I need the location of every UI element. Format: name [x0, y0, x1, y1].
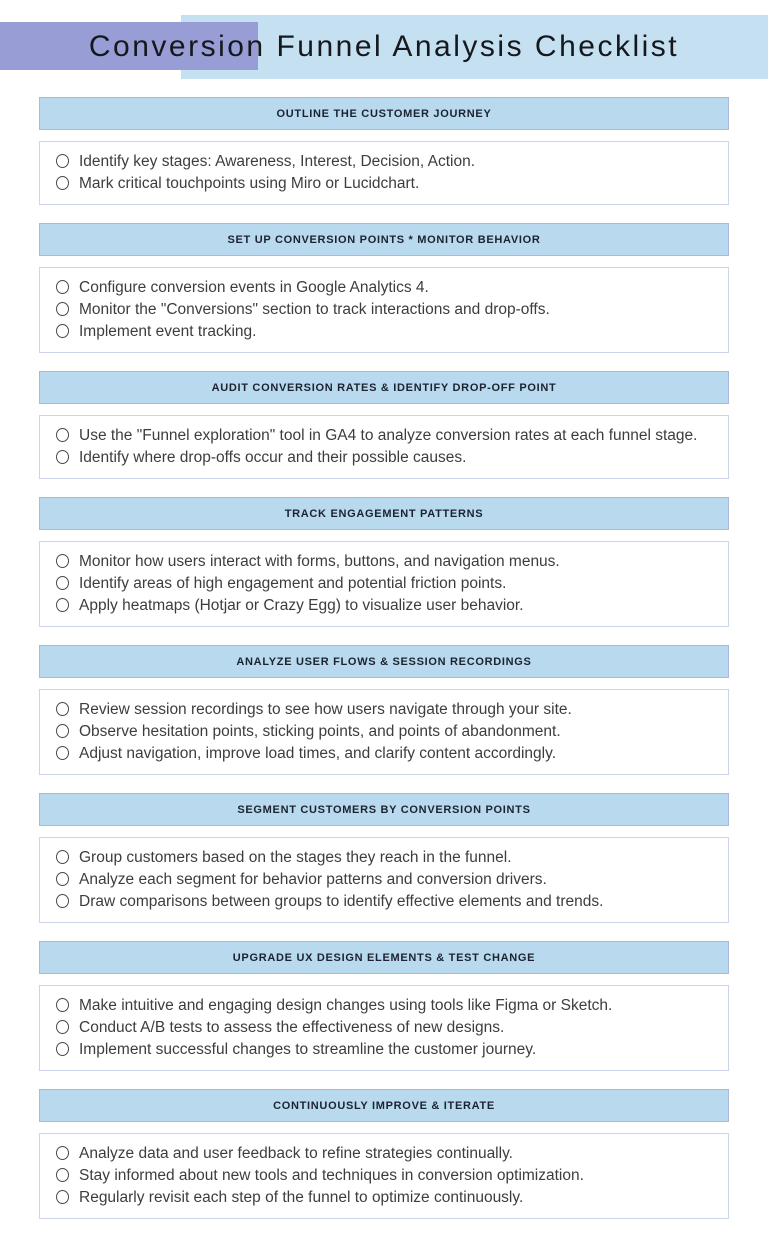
checklist-item-label: Use the "Funnel exploration" tool in GA4 to analyze conversion rates at each funnel stage. — [79, 427, 698, 444]
checkbox-circle-icon[interactable] — [56, 1146, 69, 1160]
checkbox-circle-icon[interactable] — [56, 554, 69, 568]
checklist-item — [56, 847, 710, 869]
checklist-item-label: Adjust navigation, improve load times, and clarify content accordingly. — [79, 745, 557, 762]
checkbox-circle-icon[interactable] — [56, 1168, 69, 1182]
section-header-label: ANALYZE USER FLOWS & SESSION RECORDINGS — [236, 655, 532, 668]
checklist-item — [56, 869, 710, 891]
checklist-item-label: Observe hesitation points, sticking points, and points of abandonment. — [79, 723, 561, 740]
section-items-box — [39, 689, 729, 775]
checklist-section — [39, 793, 729, 923]
checklist-item — [56, 995, 710, 1017]
section-items-box — [39, 837, 729, 923]
checklist-item-label: Group customers based on the stages they reach in the funnel. — [79, 849, 512, 866]
section-header — [39, 793, 729, 826]
title-banner — [0, 0, 768, 79]
checkbox-circle-icon[interactable] — [56, 324, 69, 338]
checkbox-circle-icon[interactable] — [56, 872, 69, 886]
checklist-item — [56, 699, 710, 721]
section-header — [39, 97, 729, 130]
checklist-item-label: Implement successful changes to streamline the customer journey. — [79, 1041, 537, 1058]
page-title: Conversion Funnel Analysis Checklist — [88, 30, 680, 63]
section-items-box — [39, 1133, 729, 1219]
checklist-item — [56, 425, 710, 447]
checklist-section — [39, 371, 729, 479]
section-header-label: UPGRADE UX DESIGN ELEMENTS & TEST CHANGE — [232, 951, 536, 964]
checkbox-circle-icon[interactable] — [56, 1042, 69, 1056]
checkbox-circle-icon[interactable] — [56, 1020, 69, 1034]
checkbox-circle-icon[interactable] — [56, 894, 69, 908]
checklist-section — [39, 497, 729, 627]
checklist-section — [39, 645, 729, 775]
section-header — [39, 371, 729, 404]
section-header-label: TRACK ENGAGEMENT PATTERNS — [284, 507, 484, 520]
checkbox-circle-icon[interactable] — [56, 1190, 69, 1204]
checklist-item — [56, 743, 710, 765]
checklist-item — [56, 299, 710, 321]
checklist-item-label: Make intuitive and engaging design changes using tools like Figma or Sketch. — [79, 997, 613, 1014]
checklist-item — [56, 551, 710, 573]
checklist-item — [56, 173, 710, 195]
section-header-label: CONTINUOUSLY IMPROVE & ITERATE — [273, 1099, 495, 1112]
checkbox-circle-icon[interactable] — [56, 724, 69, 738]
checklist-item — [56, 1187, 710, 1209]
checklist-item — [56, 447, 710, 469]
section-header — [39, 1089, 729, 1122]
sections-container — [39, 97, 729, 1219]
checklist-section — [39, 97, 729, 205]
checklist-item — [56, 1017, 710, 1039]
checkbox-circle-icon[interactable] — [56, 302, 69, 316]
checklist-item-label: Monitor how users interact with forms, buttons, and navigation menus. — [79, 553, 560, 570]
checkbox-circle-icon[interactable] — [56, 850, 69, 864]
checklist-item-label: Monitor the "Conversions" section to track interactions and drop-offs. — [79, 301, 550, 318]
section-items-box — [39, 985, 729, 1071]
checkbox-circle-icon[interactable] — [56, 280, 69, 294]
checklist-item-label: Mark critical touchpoints using Miro or Lucidchart. — [79, 175, 420, 192]
checklist-item-label: Analyze data and user feedback to refine strategies continually. — [79, 1145, 513, 1162]
checklist-item-label: Stay informed about new tools and techniques in conversion optimization. — [79, 1167, 584, 1184]
checkbox-circle-icon[interactable] — [56, 428, 69, 442]
section-header-label: AUDIT CONVERSION RATES & IDENTIFY DROP-OFF POINT — [211, 381, 557, 394]
section-header-label: SET UP CONVERSION POINTS * MONITOR BEHAVIOR — [227, 233, 541, 246]
section-header — [39, 223, 729, 256]
checklist-item — [56, 151, 710, 173]
checklist-item-label: Configure conversion events in Google Analytics 4. — [79, 279, 429, 296]
section-items-box — [39, 541, 729, 627]
checklist-item-label: Conduct A/B tests to assess the effectiveness of new designs. — [79, 1019, 505, 1036]
checkbox-circle-icon[interactable] — [56, 450, 69, 464]
checklist-item — [56, 595, 710, 617]
checklist-item — [56, 891, 710, 913]
checklist-item-label: Apply heatmaps (Hotjar or Crazy Egg) to visualize user behavior. — [79, 597, 524, 614]
checkbox-circle-icon[interactable] — [56, 576, 69, 590]
checkbox-circle-icon[interactable] — [56, 998, 69, 1012]
checklist-item — [56, 277, 710, 299]
checklist-item-label: Analyze each segment for behavior patterns and conversion drivers. — [79, 871, 547, 888]
checkbox-circle-icon[interactable] — [56, 154, 69, 168]
section-header-label: SEGMENT CUSTOMERS BY CONVERSION POINTS — [237, 803, 531, 816]
section-items-box — [39, 267, 729, 353]
checkbox-circle-icon[interactable] — [56, 702, 69, 716]
section-header — [39, 941, 729, 974]
checklist-item — [56, 1143, 710, 1165]
checklist-item-label: Implement event tracking. — [79, 323, 257, 340]
checklist-item-label: Identify areas of high engagement and potential friction points. — [79, 575, 507, 592]
checklist-section — [39, 1089, 729, 1219]
checklist-item-label: Regularly revisit each step of the funnel to optimize continuously. — [79, 1189, 524, 1206]
section-header — [39, 497, 729, 530]
checklist-section — [39, 223, 729, 353]
checklist-item — [56, 1039, 710, 1061]
checklist-item-label: Identify key stages: Awareness, Interest, Decision, Action. — [79, 153, 476, 170]
section-header — [39, 645, 729, 678]
section-header-label: OUTLINE THE CUSTOMER JOURNEY — [276, 107, 492, 120]
checklist-item — [56, 573, 710, 595]
checklist-item-label: Draw comparisons between groups to identify effective elements and trends. — [79, 893, 604, 910]
checklist-item-label: Review session recordings to see how users navigate through your site. — [79, 701, 572, 718]
checklist-item — [56, 1165, 710, 1187]
checkbox-circle-icon[interactable] — [56, 746, 69, 760]
section-items-box — [39, 415, 729, 479]
checklist-section — [39, 941, 729, 1071]
checklist-item — [56, 321, 710, 343]
section-items-box — [39, 141, 729, 205]
checkbox-circle-icon[interactable] — [56, 598, 69, 612]
checklist-item-label: Identify where drop-offs occur and their possible causes. — [79, 449, 467, 466]
checkbox-circle-icon[interactable] — [56, 176, 69, 190]
checklist-item — [56, 721, 710, 743]
